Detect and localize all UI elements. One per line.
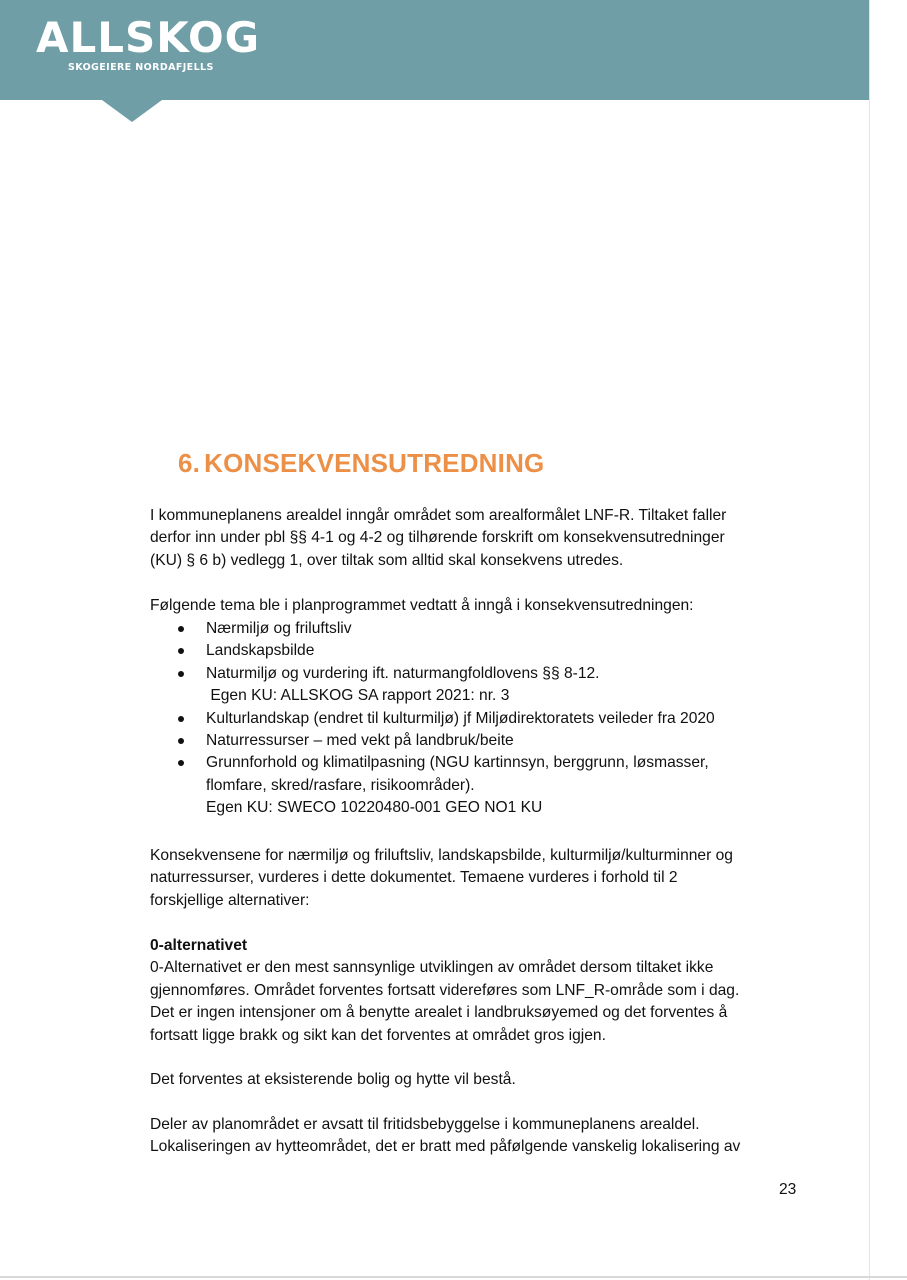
list-item-subtext: Egen KU: ALLSKOG SA rapport 2021: nr. 3 (206, 687, 510, 705)
logo-subtitle: SKOGEIERE NORDAFJELLS (68, 62, 214, 73)
header-notch-decoration (102, 100, 162, 122)
paragraph-line: Lokaliseringen av hytteområdet, det er bratt med påfølgende vanskelig lokalisering av (150, 1138, 741, 1156)
paragraph-line: naturressurser, vurderes i dette dokumentet. Temaene vurderes i forhold til 2 (150, 869, 678, 887)
list-item-subtext: flomfare, skred/rasfare, risikoområder). (206, 776, 475, 794)
paragraph-line: (KU) § 6 b) vedlegg 1, over tiltak som alltid skal konsekvens utredes. (150, 551, 624, 569)
section-number: 6. (178, 448, 201, 478)
leisure-paragraph (150, 1114, 810, 1159)
paragraph-line: I kommuneplanens arealdel inngår området som arealformålet LNF-R. Tiltaket faller (150, 507, 727, 524)
list-item-subtext: Egen KU: SWECO 10220480-001 GEO NO1 KU (206, 799, 543, 817)
list-item-text: Landskapsbilde (206, 642, 315, 660)
zero-alternative-heading: 0-alternativet (150, 937, 248, 954)
page-edge-bottom (0, 1276, 907, 1278)
themes-list (150, 618, 810, 820)
list-item (150, 640, 810, 662)
list-item (150, 730, 810, 752)
list-item-text: Grunnforhold og klimatilpasning (NGU kartinnsyn, berggrunn, løsmasser, (206, 754, 709, 772)
consequences-paragraph (150, 845, 810, 912)
list-item-text: Naturmiljø og vurdering ift. naturmangfoldlovens §§ 8-12. (206, 664, 600, 682)
allskog-logo (36, 14, 260, 73)
themes-intro-paragraph (150, 595, 810, 617)
list-item (150, 618, 810, 640)
zero-alternative-section (150, 935, 810, 1047)
list-item (150, 708, 810, 730)
paragraph-line: Det er ingen intensjoner om å benytte arealet i landbruksøyemed og det forventes å (150, 1004, 728, 1022)
list-item-text: Naturressurser – med vekt på landbruk/beite (206, 732, 514, 750)
logo-wordmark: ALLSKOG (36, 13, 261, 62)
paragraph-line: Følgende tema ble i planprogrammet vedtatt å inngå i konsekvensutredningen: (150, 597, 694, 614)
paragraph-line: derfor inn under pbl §§ 4-1 og 4-2 og tilhørende forskrift om konsekvensutredninger (150, 529, 725, 547)
existing-buildings-paragraph (150, 1069, 810, 1091)
intro-paragraph (150, 505, 810, 572)
paragraph-line: 0-Alternativet er den mest sannsynlige utviklingen av området dersom tiltaket ikke (150, 959, 714, 977)
list-item-text: Nærmiljø og friluftsliv (206, 620, 352, 637)
page-edge-right (869, 0, 870, 1280)
section-title: KONSEKVENSUTREDNING (204, 448, 545, 478)
paragraph-line: Deler av planområdet er avsatt til fritidsbebyggelse i kommuneplanens arealdel. (150, 1116, 700, 1133)
list-item (150, 663, 810, 708)
list-item (150, 752, 810, 819)
section-heading (178, 448, 545, 479)
paragraph-line: gjennomføres. Området forventes fortsatt videreføres som LNF_R-område som i dag. (150, 981, 740, 999)
paragraph-line: forskjellige alternativer: (150, 891, 310, 909)
page-number: 23 (779, 1181, 797, 1198)
paragraph-line: Konsekvensene for nærmiljø og friluftsliv, landskapsbilde, kulturmiljø/kulturminner og (150, 847, 733, 864)
paragraph-line: fortsatt ligge brakk og sikt kan det forventes at området gros igjen. (150, 1026, 606, 1044)
list-item-text: Kulturlandskap (endret til kulturmiljø) jf Miljødirektoratets veileder fra 2020 (206, 709, 715, 727)
paragraph-line: Det forventes at eksisterende bolig og hytte vil bestå. (150, 1071, 516, 1088)
